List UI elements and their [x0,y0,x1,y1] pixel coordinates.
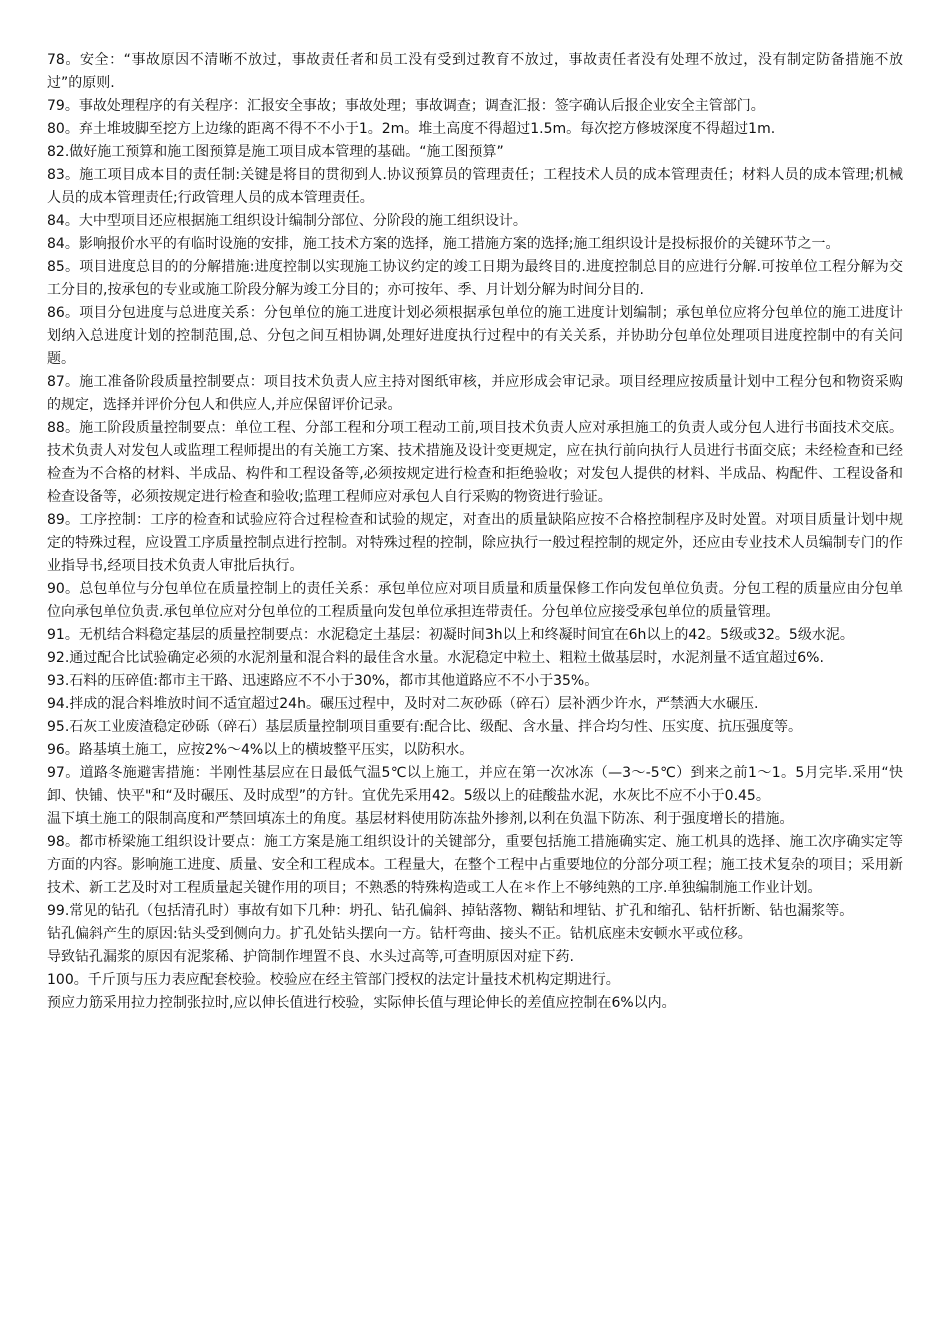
paragraph-84a: 84。大中型项目还应根据施工组织设计编制分部位、分阶段的施工组织设计。 [47,213,527,229]
paragraph-84b: 84。影响报价水平的有临时设施的安排，施工技术方案的选择，施工措施方案的选择;施工组织设计是投标报价的关键环节之一。 [47,236,840,252]
paragraph-90: 90。总包单位与分包单位在质量控制上的责任关系：承包单位应对项目质量和质量保修工作向发包单位负责。分包工程的质量应由分包单位向承包单位负责.承包单位应对分包单位的工程质量向发包单位承担连带责任。分包单位应接受承包单位的质量管理。 [47,581,903,620]
paragraph-97: 97。道路冬施避害措施：半刚性基层应在日最低气温5℃以上施工，并应在第一次冰冻（—3～-5℃）到来之前1～1。5月完毕.采用“快卸、快铺、快平"和“及时碾压、及时成型”的方针。宜优先采用42。5级以上的硅酸盐水泥，水灰比不应不小于0.45。 [47,765,903,804]
paragraph-96: 96。路基填土施工，应按2%～4%以上的横坡整平压实，以防积水。 [47,742,474,758]
paragraph-89: 89。工序控制：工序的检查和试验应符合过程检查和试验的规定，对查出的质量缺陷应按不合格控制程序及时处置。对项目质量计划中规定的特殊过程，应设置工序质量控制点进行控制。对特殊过程的控制，除应执行一般过程控制的规定外，还应由专业技术人员编制专门的作业指导书,经项目技术负责人审批后执行。 [47,512,903,574]
paragraph-85: 85。项目进度总目的的分解措施:进度控制以实现施工协议约定的竣工日期为最终目的.进度控制总目的应进行分解.可按单位工程分解为交工分目的,按承包的专业或施工阶段分解为竣工分目的；亦可按年、季、月计划分解为时间分目的. [47,259,903,298]
paragraph-99: 99.常见的钻孔（包括清孔时）事故有如下几种：坍孔、钻孔偏斜、掉钻落物、糊钻和埋钻、扩孔和缩孔、钻杆折断、钻也漏浆等。 [47,903,854,919]
paragraph-100: 100。千斤顶与压力表应配套校验。校验应在经主管部门授权的法定计量技术机构定期进行。 [47,972,620,988]
paragraph-78: 78。安全：“事故原因不清晰不放过，事故责任者和员工没有受到过教育不放过，事故责任者没有处理不放过，没有制定防备措施不放过”的原则. [47,52,903,91]
paragraph-83: 83。施工项目成本目的责任制:关键是将目的贯彻到人.协议预算员的管理责任；工程技术人员的成本管理责任；材料人员的成本管理;机械人员的成本管理责任;行政管理人员的成本管理责任。 [47,167,903,206]
paragraph-91: 91。无机结合料稳定基层的质量控制要点：水泥稳定土基层：初凝时间3h以上和终凝时间宜在6h以上的42。5级或32。5级水泥。 [47,627,854,643]
paragraph-93: 93.石料的压碎值:都市主干路、迅速路应不不小于30%，都市其他道路应不不小于35%。 [47,673,599,689]
paragraph-82: 82.做好施工预算和施工图预算是施工项目成本管理的基础。“施工图预算” [47,144,504,160]
document-body [47,49,903,1015]
paragraph-98: 98。都市桥梁施工组织设计要点：施工方案是施工组织设计的关键部分，重要包括施工措施确实定、施工机具的选择、施工次序确实定等方面的内容。影响施工进度、质量、安全和工程成本。工程量大，在整个工程中占重要地位的分部分项工程；施工技术复杂的项目；采用新技术、新工艺及时对工程质量起关键作用的项目；不熟悉的特殊构造或工人在＊作上不够纯熟的工序.单独编制施工作业计划。 [47,834,903,896]
paragraph-88: 88。施工阶段质量控制要点：单位工程、分部工程和分项工程动工前,项目技术负责人应对承担施工的负责人或分包人进行书面技术交底。技术负责人对发包人或监理工程师提出的有关施工方案、技术措施及设计变更规定，应在执行前向执行人员进行书面交底；未经检查和已经检查为不合格的材料、半成品、构件和工程设备等,必须按规定进行检查和拒绝验收；对发包人提供的材料、半成品、构配件、工程设备和检查设备等，必须按规定进行检查和验收;监理工程师应对承包人自行采购的物资进行验证。 [47,420,903,505]
paragraph-94: 94.拌成的混合料堆放时间不适宜超过24h。碾压过程中，及时对二灰砂砾（碎石）层补洒少许水，严禁洒大水碾压. [47,696,759,712]
paragraph-99-deviation: 钻孔偏斜产生的原因:钻头受到侧向力。扩孔处钻头摆向一方。钻杆弯曲、接头不正。钻机底座未安顿水平或位移。 [47,926,752,942]
paragraph-87: 87。施工准备阶段质量控制要点：项目技术负责人应主持对图纸审核，并应形成会审记录。项目经理应按质量计划中工程分包和物资采购的规定，选择并评价分包人和供应人,并应保留评价记录。 [47,374,903,413]
paragraph-79: 79。事故处理程序的有关程序：汇报安全事故；事故处理；事故调查；调查汇报：签字确认后报企业安全主管部门。 [47,98,765,114]
paragraph-92: 92.通过配合比试验确定必须的水泥剂量和混合料的最佳含水量。水泥稳定中粒土、粗粒土做基层时，水泥剂量不适宜超过6%. [47,650,824,666]
paragraph-86: 86。项目分包进度与总进度关系：分包单位的施工进度计划必须根据承包单位的施工进度计划编制；承包单位应将分包单位的施工进度计划纳入总进度计划的控制范围,总、分包之间互相协调,处理好进度执行过程中的有关关系，并协助分包单位处理项目进度控制中的有关问题。 [47,305,903,367]
paragraph-95: 95.石灰工业废渣稳定砂砾（碎石）基层质量控制项目重要有:配合比、级配、含水量、拌合均匀性、压实度、抗压强度等。 [47,719,802,735]
paragraph-100-prestress: 预应力筋采用拉力控制张拉时,应以伸长值进行校验，实际伸长值与理论伸长的差值应控制在6%以内。 [47,995,676,1011]
paragraph-99-leakage: 导致钻孔漏浆的原因有泥浆稀、护筒制作埋置不良、水头过高等,可查明原因对症下药. [47,949,574,965]
paragraph-80: 80。弃土堆坡脚至挖方上边缘的距离不得不不小于1。2m。堆土高度不得超过1.5m。每次挖方修坡深度不得超过1m. [47,121,776,137]
paragraph-97-cont: 温下填土施工的限制高度和严禁回填冻土的角度。基层材料使用防冻盐外掺剂,以利在负温下防冻、利于强度增长的措施。 [47,811,794,827]
